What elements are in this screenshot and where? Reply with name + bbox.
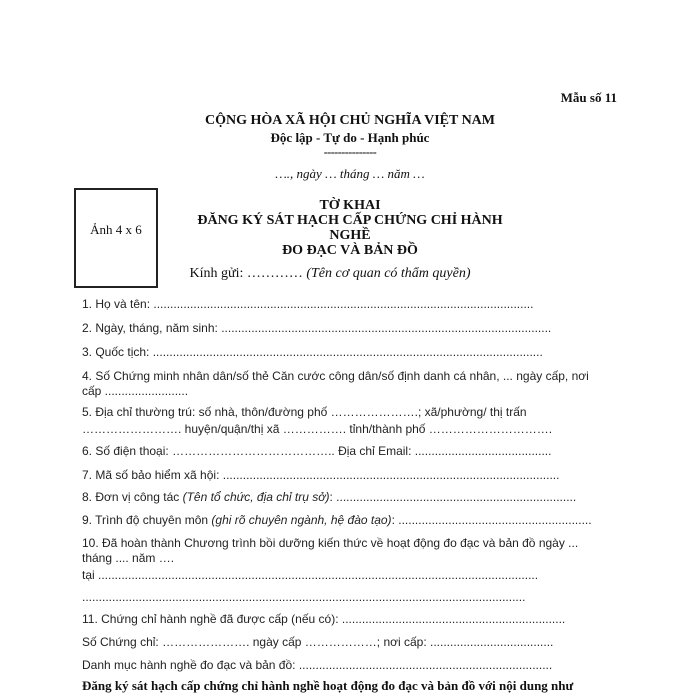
field-full-name[interactable]: 1. Họ và tên: .................................................................................................................. [82,297,534,311]
form-title-line2: ĐĂNG KÝ SÁT HẠCH CẤP CHỨNG CHỈ HÀNH [197,213,503,228]
field-qualification[interactable] [82,512,612,528]
field-address-line1[interactable]: 5. Địa chỉ thường trú: số nhà, thôn/đường phố ………………….; xã/phường/ thị trấn [82,405,527,419]
motto-line: Độc lập - Tự do - Hạnh phúc [270,130,430,145]
field-certificate-number[interactable]: Số Chứng chỉ: …………………. ngày cấp ………………; nơi cấp: ..................................... [82,635,554,649]
field-phone-email[interactable]: 6. Số điện thoại: ………………………………….. Địa chỉ Email: ......................................... [82,444,552,458]
field-address-line2[interactable]: ……………………. huyện/quận/thị xã ……………. tỉnh/thành phố …………………………. [82,422,553,436]
field-workplace-dots: : ........................................................................ [329,490,577,504]
registration-statement: Đăng ký sát hạch cấp chứng chỉ hành nghề hoạt động đo đạc và bản đồ với nội dung như [82,678,574,693]
field-training-line3[interactable]: tại .................................................................................................................................... [82,568,539,582]
field-training-line1[interactable]: 10. Đã hoàn thành Chương trình bồi dưỡng kiến thức về hoạt động đo đạc và bản đồ ngày ... [82,536,579,550]
field-nationality[interactable]: 3. Quốc tịch: ..................................................................................................................... [82,345,543,359]
motto-rule: --------------- [323,145,377,159]
form-code: Mẫu số 11 [560,90,617,105]
field-training-line2[interactable]: tháng .... năm …. [82,551,175,565]
recipient-prefix: Kính gửi: ………… [189,266,303,281]
country-name: CỘNG HÒA XÃ HỘI CHỦ NGHĨA VIỆT NAM [204,113,495,128]
field-social-insurance[interactable]: 7. Mã số bảo hiểm xã hội: ..................................................................................................... [82,468,560,482]
field-practice-catalog[interactable]: Danh mục hành nghề đo đạc và bản đồ: ............................................................................ [82,658,553,672]
field-existing-certificate[interactable]: 11. Chứng chỉ hành nghề đã được cấp (nếu có): ................................................................... [82,612,566,626]
form-title-line1: TỜ KHAI [319,198,381,213]
field-training-line4[interactable]: ..................................................................................................................................... [82,590,526,604]
form-title-line3: NGHỀ [329,228,371,243]
field-id-number-line2[interactable]: cấp ......................... [82,384,189,398]
recipient-line [0,266,660,282]
field-id-number-line1[interactable]: 4. Số Chứng minh nhân dân/số thẻ Căn cước công dân/số định danh cá nhân, ... ngày cấp, nơi [82,369,589,383]
form-title-line4: ĐO ĐẠC VÀ BẢN ĐỒ [282,243,418,258]
field-workplace[interactable] [82,489,612,505]
photo-label: Ảnh 4 x 6 [90,222,142,237]
date-line: …., ngày … tháng … năm … [275,166,425,181]
field-workplace-note: (Tên tổ chức, địa chỉ trụ sở) [182,490,330,504]
field-date-of-birth[interactable]: 2. Ngày, tháng, năm sinh: ................................................................................................... [82,321,552,335]
field-workplace-label: 8. Đơn vị công tác [82,490,183,504]
field-qualification-dots: : .......................................................... [391,513,592,527]
field-qualification-label: 9. Trình độ chuyên môn [82,513,212,527]
national-motto [0,112,700,158]
field-qualification-note: (ghi rõ chuyên ngành, hệ đào tạo) [211,513,392,527]
form-title [160,198,540,258]
recipient-note: (Tên cơ quan có thẩm quyền) [306,266,471,281]
